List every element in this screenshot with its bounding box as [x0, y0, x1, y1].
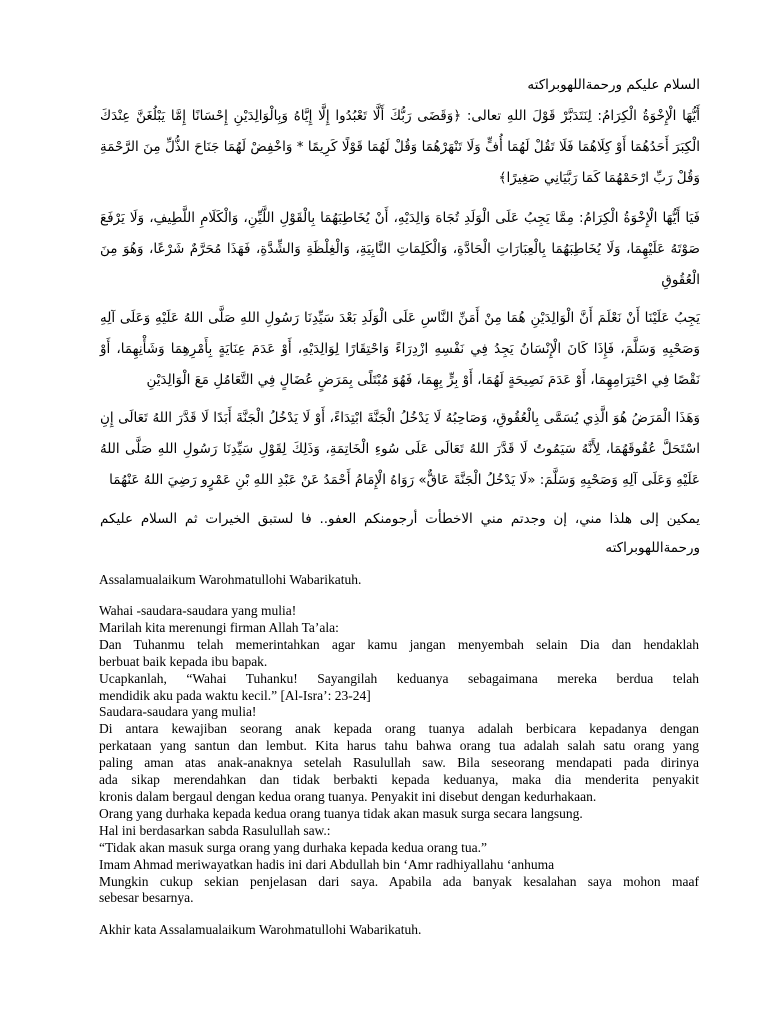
latin-line: Saudara-saudara yang mulia!	[99, 704, 257, 720]
latin-closing	[99, 922, 699, 939]
arabic-closing: يمكين إلى هلذا مني، إن وجدتم مني الاخطأت أرجومنكم العفو.. فا لستبق الخيرات ثم السلام عليكم ورحمةاللهوبراكته	[100, 511, 700, 556]
latin-line: Imam Ahmad meriwayatkan hadis ini dari Abdullah bin ‘Amr radhiyallahu ‘anhuma	[99, 856, 555, 872]
latin-line: Orang yang durhaka kepada kedua orang tuanya tidak akan masuk surga secara langsung.	[99, 805, 583, 821]
latin-line: ada sikap merendahkan dan tidak berbakti kepada keduanya, maka dia menderita penyakit	[99, 772, 699, 788]
latin-line: berbuat baik kepada ibu bapak.	[99, 653, 268, 669]
latin-line: kronis dalam bergaul dengan kedua orang tuanya. Penyakit ini disebut dengan kedurhakaan.	[99, 788, 597, 804]
latin-line: Hal ini berdasarkan sabda Rasulullah saw.:	[99, 822, 331, 838]
arabic-paragraph-2: فَيَا أَيُّهَا الْإِخْوَةُ الْكِرَامُ: مِمَّا يَجِبُ عَلَى الْوَلَدِ تُجَاهَ وَالِدَيْهِ، أَنْ يُخَاطِبَهُمَا بِالْقَوْلِ اللَّيِّنِ، وَالْكَلَامِ اللَّطِيفِ، وَلَا يَرْفَعَ صَوْتَهُ عَلَيْهِمَا، وَلَا يُخَاطِبَهُمَا بِالْعِبَارَاتِ الْحَادَّةِ، وَالْكَلِمَاتِ النَّابِيَةِ، وَالْغِلْظَةِ وَالشِّدَّةِ، فَهَذَا مُحَرَّمٌ شَرْعًا، وَهُوَ مِنَ الْعُقُوقِ	[100, 210, 700, 288]
latin-line: Di antara kewajiban seorang anak kepada orang tuanya adalah berbicara kepadanya dengan	[99, 721, 699, 737]
latin-line: Ucapkanlah, “Wahai Tuhanku! Sayangilah keduanya sebagaimana mereka berdua telah	[99, 670, 699, 686]
latin-closing-text: Akhir kata Assalamualaikum Warohmatullohi Wabarikatuh.	[99, 922, 422, 937]
latin-line: mendidik aku pada waktu kecil.” [Al-Isra’: 23-24]	[99, 687, 371, 703]
arabic-paragraph-1: أَيُّهَا الْإِخْوَةُ الْكِرَامُ: لِنَتَدَبَّرْ قَوْلَ اللهِ تعالى: ﴿وَقَضَى رَبُّكَ أَلَّا تَعْبُدُوا إِلَّا إِيَّاهُ وَبِالْوَالِدَيْنِ إِحْسَانًا إِمَّا يَبْلُغَنَّ عِنْدَكَ الْكِبَرَ أَحَدُهُمَا أَوْ كِلَاهُمَا فَلَا تَقُلْ لَهُمَا أُفٍّ وَلَا تَنْهَرْهُمَا وَقُلْ لَهُمَا قَوْلًا كَرِيمًا * وَاخْفِضْ لَهُمَا جَنَاحَ الذُّلِّ مِنَ الرَّحْمَةِ وَقُلْ رَبِّ ارْحَمْهُمَا كَمَا رَبَّيَانِي صَغِيرًا﴾	[100, 108, 700, 186]
latin-line: sebesar besarnya.	[99, 890, 194, 906]
arabic-paragraph-3: يَجِبُ عَلَيْنَا أَنْ نَعْلَمَ أَنَّ الْوَالِدَيْنِ هُمَا مِنْ أَمَنِّ النَّاسِ عَلَى الْوَلَدِ بَعْدَ سَيِّدِنَا رَسُولِ اللهِ صَلَّى اللهُ عَلَيْهِ وَعَلَى آلِهِ وَصَحْبِهِ وَسَلَّمَ، فَإِذَا كَانَ الْإِنْسَانُ يَجِدُ فِي نَفْسِهِ ازْدِرَاءً وَاحْتِقَارًا لِوَالِدَيْهِ، أَوْ عَدَمَ عِنَايَةٍ بِأَمْرِهِمَا وَشَأْنِهِمَا، أَوْ نَقْصًا فِي احْتِرَامِهِمَا، أَوْ عَدَمَ نَصِيحَةٍ لَهُمَا، أَوْ بِرٍّ بِهِمَا، فَهُوَ مُبْتَلًى بِمَرَضٍ عُضَالٍ فِي التَّعَامُلِ مَعَ الْوَالِدَيْنِ	[100, 310, 700, 388]
latin-body	[99, 603, 699, 907]
arabic-salam-opening: السلام عليكم ورحمةاللهوبراكته	[527, 77, 700, 93]
latin-greeting	[99, 572, 699, 589]
latin-greeting-text: Assalamualaikum Warohmatullohi Wabarikatuh.	[99, 572, 362, 587]
latin-line: perkataan yang santun dan lembut. Kita harus tahu bahwa orang tua adalah salah satu orang yang	[99, 738, 699, 754]
latin-line: Marilah kita merenungi firman Allah Ta’ala:	[99, 619, 339, 635]
arabic-paragraph-4: وَهَذَا الْمَرَضُ هُوَ الَّذِي يُسَمَّى بِالْعُقُوقِ، وَصَاحِبُهُ لَا يَدْخُلُ الْجَنَّةَ ابْتِدَاءً، أَوْ لَا يَدْخُلُ الْجَنَّةَ أَبَدًا لَا قَدَّرَ اللهُ تَعَالَى إِنِ اسْتَحَلَّ عُقُوقَهُمَا، لِأَنَّهُ سَيَمُوتُ لَا قَدَّرَ اللهُ تَعَالَى عَلَى سُوءِ الْخَاتِمَةِ، وَذَلِكَ لِقَوْلِ سَيِّدِنَا رَسُولِ اللهِ صَلَّى اللهُ عَلَيْهِ وَعَلَى آلِهِ وَصَحْبِهِ وَسَلَّمَ: «لَا يَدْخُلُ الْجَنَّةَ عَاقٌّ» رَوَاهُ الْإِمَامُ أَحْمَدُ عَنْ عَبْدِ اللهِ بْنِ عَمْرٍو رَضِيَ اللهُ عَنْهُمَا	[100, 410, 700, 488]
latin-line: Dan Tuhanmu telah memerintahkan agar kamu jangan menyembah selain Dia dan hendaklah	[99, 636, 699, 652]
latin-line: Mungkin cukup sekian penjelasan dari saya. Apabila ada banyak kesalahan saya mohon maaf	[99, 873, 699, 889]
latin-line: paling aman atas anak-anaknya setelah Rasulullah saw. Bila seseorang mendapati pada dirinya	[99, 755, 699, 771]
latin-line: Wahai -saudara-saudara yang mulia!	[99, 603, 297, 618]
latin-line: “Tidak akan masuk surga orang yang durhaka kepada kedua orang tua.”	[99, 839, 487, 855]
